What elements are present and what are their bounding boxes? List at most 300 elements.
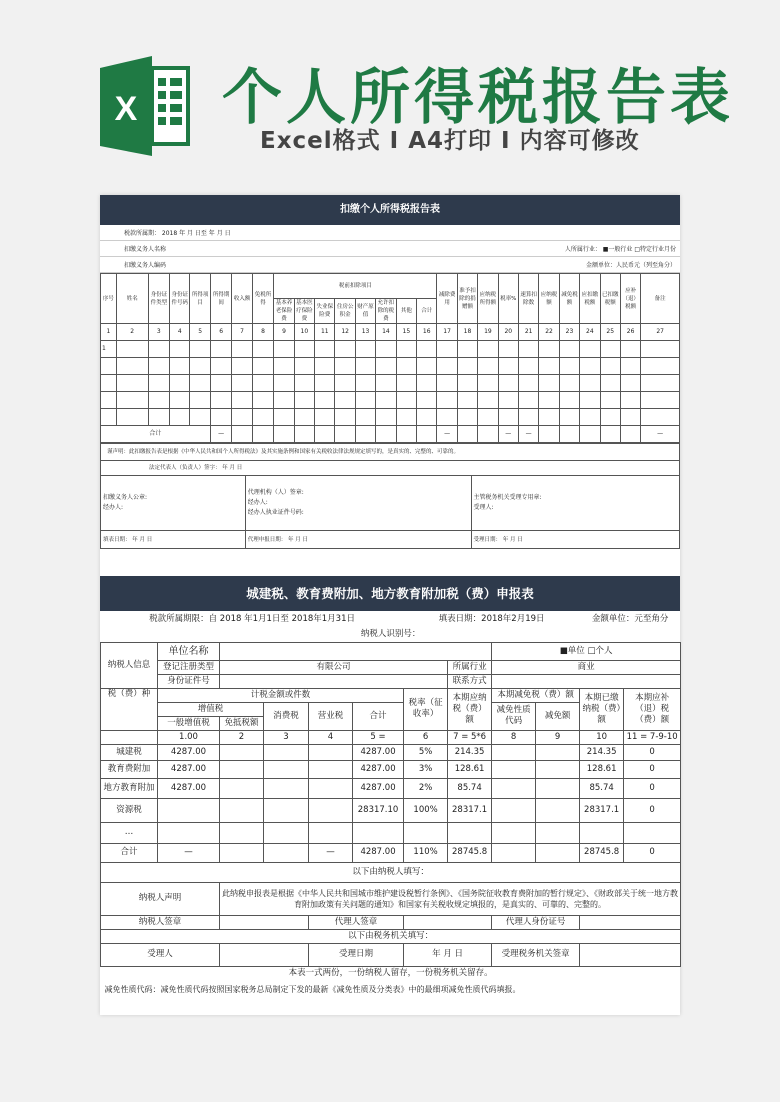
tax-cell[interactable] xyxy=(264,843,309,862)
table-cell[interactable] xyxy=(190,409,210,426)
table-cell[interactable] xyxy=(315,358,335,375)
tax-cell[interactable] xyxy=(264,778,309,798)
withholder-code-label: 扣缴义务人编码 xyxy=(124,262,167,269)
column-header: 身份证件号码 xyxy=(170,274,190,324)
table-cell[interactable] xyxy=(518,375,538,392)
column-number: 6 xyxy=(404,730,448,744)
table-cell[interactable] xyxy=(294,409,314,426)
h-consumption: 消费税 xyxy=(264,702,309,730)
declare-text: 此纳税申报表是根据《中华人民共和国城市维护建设税暂行条例》、《国务院征收教育费附加的暂行规定》、《财政部关于统一地方教育附加政策有关问题的通知》和国家有关税收规定填报的，是真实的、可靠的、完整的。 xyxy=(220,882,681,915)
table-cell[interactable] xyxy=(170,358,190,375)
table-cell[interactable] xyxy=(478,358,498,375)
h-paid: 本期已缴纳税（费）额 xyxy=(580,688,624,730)
column-number: 27 xyxy=(641,324,680,341)
tax-cell[interactable]: 4287.00 xyxy=(158,778,220,798)
table-cell[interactable] xyxy=(498,409,518,426)
table-cell[interactable] xyxy=(396,358,416,375)
table-cell[interactable] xyxy=(101,375,117,392)
tax-cell[interactable] xyxy=(536,744,580,760)
h-base: 计税金额或件数 xyxy=(158,688,404,702)
contact-label: 联系方式 xyxy=(448,674,492,688)
tax-cell[interactable]: 128.61 xyxy=(448,760,492,778)
table-cell[interactable] xyxy=(315,409,335,426)
table-cell[interactable] xyxy=(498,358,518,375)
total-cell xyxy=(559,426,579,443)
column-number: 11 = 7-9-10 xyxy=(624,730,681,744)
table-cell[interactable] xyxy=(559,358,579,375)
table-cell[interactable] xyxy=(437,409,457,426)
table-cell[interactable] xyxy=(396,341,416,358)
column-number: 10 xyxy=(294,324,314,341)
table-cell[interactable] xyxy=(457,375,477,392)
table-cell[interactable] xyxy=(274,375,294,392)
column-number xyxy=(101,730,158,744)
table-cell[interactable] xyxy=(210,409,232,426)
tax-cell[interactable]: 100% xyxy=(404,798,448,822)
tax-cell[interactable] xyxy=(264,822,309,843)
table-row xyxy=(101,409,680,426)
column-number: 19 xyxy=(478,324,498,341)
table-cell[interactable] xyxy=(252,358,274,375)
table-cell[interactable] xyxy=(580,341,600,358)
tax-cell[interactable]: 28317.1 xyxy=(580,798,624,822)
table-cell[interactable] xyxy=(315,341,335,358)
receive-date-value: 年 月 日 xyxy=(404,943,492,966)
tax-cell[interactable]: 214.35 xyxy=(580,744,624,760)
table-row xyxy=(101,358,680,375)
column-header: 基本养老保险费 xyxy=(275,300,293,322)
column-number: 23 xyxy=(559,324,579,341)
column-number: 14 xyxy=(376,324,396,341)
office-seal-value[interactable] xyxy=(580,943,681,966)
table-cell[interactable] xyxy=(294,358,314,375)
table-cell[interactable] xyxy=(274,358,294,375)
table-cell[interactable] xyxy=(335,375,355,392)
taxpayer-type-choice[interactable]: ■单位 □个人 xyxy=(492,642,681,660)
table-cell[interactable] xyxy=(417,392,437,409)
table-cell[interactable] xyxy=(457,358,477,375)
table-cell[interactable] xyxy=(190,375,210,392)
column-number: 3 xyxy=(264,730,309,744)
tax-cell[interactable] xyxy=(624,822,681,843)
tax-cell[interactable] xyxy=(353,822,404,843)
h-vat: 增值税 xyxy=(158,702,264,716)
table-cell[interactable] xyxy=(437,341,457,358)
tax-cell[interactable]: 3% xyxy=(404,760,448,778)
total-cell xyxy=(355,426,375,443)
tax-cell[interactable] xyxy=(309,822,353,843)
table-cell[interactable] xyxy=(170,341,190,358)
column-header: 免税所得 xyxy=(252,274,274,324)
table-cell[interactable] xyxy=(580,375,600,392)
column-header: 序号 xyxy=(101,274,117,324)
tax-cell[interactable] xyxy=(536,760,580,778)
column-number: 15 xyxy=(396,324,416,341)
table-cell[interactable] xyxy=(116,358,148,375)
column-number: 1 xyxy=(101,324,117,341)
column-number: 25 xyxy=(600,324,620,341)
table-cell[interactable] xyxy=(376,358,396,375)
total-cell xyxy=(539,426,559,443)
withholder-name-label: 扣缴义务人名称 xyxy=(124,246,167,253)
tax-cell[interactable] xyxy=(492,822,536,843)
table-cell[interactable] xyxy=(294,392,314,409)
table-cell[interactable] xyxy=(396,392,416,409)
table-cell[interactable] xyxy=(478,375,498,392)
table-cell[interactable] xyxy=(315,375,335,392)
table-cell[interactable]: 1 xyxy=(101,341,117,358)
table-cell[interactable] xyxy=(355,409,375,426)
table-cell[interactable] xyxy=(620,375,640,392)
tax-cell[interactable]: 28317.1 xyxy=(448,798,492,822)
tax-cell[interactable]: 4287.00 xyxy=(353,778,404,798)
column-number: 5 xyxy=(190,324,210,341)
table-cell[interactable] xyxy=(355,341,375,358)
tax-cell[interactable] xyxy=(536,843,580,862)
table-cell[interactable] xyxy=(600,392,620,409)
tax-cell[interactable]: 85.74 xyxy=(448,778,492,798)
table-cell[interactable] xyxy=(620,409,640,426)
group-header: 税前扣除项目 xyxy=(274,274,437,299)
table-cell[interactable] xyxy=(518,409,538,426)
tax-name: 教育费附加 xyxy=(101,760,158,778)
table-cell[interactable] xyxy=(417,341,437,358)
taxpayer-id-label: 纳税人识别号： xyxy=(360,629,421,640)
column-number: 11 xyxy=(315,324,335,341)
agent-seal-value[interactable] xyxy=(404,915,492,929)
table-cell[interactable] xyxy=(210,358,232,375)
period-text: 税款所属期： 2018 年 月 日至 年 月 日 xyxy=(124,230,231,237)
table-cell[interactable] xyxy=(116,375,148,392)
tax-cell[interactable] xyxy=(158,798,220,822)
table-cell[interactable] xyxy=(600,358,620,375)
table-cell[interactable] xyxy=(116,409,148,426)
table-cell[interactable] xyxy=(355,375,375,392)
total-cell: — xyxy=(437,426,457,443)
table-cell[interactable] xyxy=(170,409,190,426)
table-row xyxy=(101,375,680,392)
table-cell[interactable] xyxy=(457,409,477,426)
tax-cell[interactable]: — xyxy=(309,843,353,862)
table-row xyxy=(101,392,680,409)
table-cell[interactable] xyxy=(437,392,457,409)
by-taxpayer-label: 以下由纳税人填写： xyxy=(101,862,681,882)
table-cell[interactable] xyxy=(641,375,680,392)
table-cell[interactable] xyxy=(232,341,252,358)
table-cell[interactable] xyxy=(294,375,314,392)
unit-name-label: 单位名称 xyxy=(158,642,220,660)
industry-label: 所属行业 xyxy=(448,660,492,674)
tax-cell[interactable] xyxy=(220,760,264,778)
table-cell[interactable] xyxy=(355,392,375,409)
table-cell[interactable] xyxy=(101,392,117,409)
tax-cell[interactable] xyxy=(309,744,353,760)
tax-cell[interactable]: 110% xyxy=(404,843,448,862)
table-cell[interactable] xyxy=(417,409,437,426)
table-cell[interactable] xyxy=(116,341,148,358)
tax-cell[interactable]: 0 xyxy=(624,744,681,760)
table-cell[interactable] xyxy=(457,392,477,409)
table-cell[interactable] xyxy=(559,341,579,358)
reg-type-value: 有限公司 xyxy=(220,660,448,674)
table-cell[interactable] xyxy=(190,341,210,358)
note-copies: 本表一式两份，一份纳税人留存，一份税务机关留存。 xyxy=(288,968,493,979)
tax-cell[interactable]: 4287.00 xyxy=(353,744,404,760)
table-cell[interactable] xyxy=(335,392,355,409)
table-cell[interactable] xyxy=(437,375,457,392)
receive-date-label: 受理日期 xyxy=(309,943,404,966)
table-cell[interactable] xyxy=(232,409,252,426)
table-cell[interactable] xyxy=(274,409,294,426)
tax-cell[interactable] xyxy=(448,822,492,843)
tax-cell[interactable]: 4287.00 xyxy=(158,760,220,778)
h-business: 营业税 xyxy=(309,702,353,730)
table-cell[interactable] xyxy=(101,358,117,375)
total-cell xyxy=(315,426,335,443)
table-cell[interactable] xyxy=(641,358,680,375)
form1-withholder-code xyxy=(100,257,680,273)
table-cell[interactable] xyxy=(148,392,170,409)
table-cell[interactable] xyxy=(252,375,274,392)
table-cell[interactable] xyxy=(478,409,498,426)
table-cell[interactable] xyxy=(116,392,148,409)
tax-cell[interactable] xyxy=(580,822,624,843)
column-header: 已扣缴税额 xyxy=(600,274,620,324)
table-cell[interactable] xyxy=(498,375,518,392)
tax-cell[interactable]: 2% xyxy=(404,778,448,798)
tax-cell[interactable]: 85.74 xyxy=(580,778,624,798)
column-header: 速算扣除数 xyxy=(518,274,538,324)
total-cell xyxy=(232,426,252,443)
table-cell[interactable] xyxy=(335,409,355,426)
contact-value[interactable] xyxy=(492,674,681,688)
tax-cell[interactable] xyxy=(492,798,536,822)
tax-cell[interactable] xyxy=(492,778,536,798)
tax-cell[interactable] xyxy=(492,843,536,862)
table-cell[interactable] xyxy=(335,341,355,358)
tax-cell[interactable] xyxy=(536,798,580,822)
tax-cell[interactable]: 28745.8 xyxy=(580,843,624,862)
table-cell[interactable] xyxy=(539,409,559,426)
id-no-label: 身份证件号 xyxy=(158,674,220,688)
table-cell[interactable] xyxy=(641,392,680,409)
table-cell[interactable] xyxy=(232,375,252,392)
table-cell[interactable] xyxy=(396,409,416,426)
table-cell[interactable] xyxy=(376,375,396,392)
tax-cell[interactable] xyxy=(264,744,309,760)
agent-id-value[interactable] xyxy=(580,915,681,929)
table-cell[interactable] xyxy=(580,358,600,375)
column-header: 允许扣除的税费 xyxy=(377,300,395,322)
table-cell[interactable] xyxy=(539,341,559,358)
tax-cell[interactable] xyxy=(264,760,309,778)
table-cell[interactable] xyxy=(620,392,640,409)
table-cell[interactable] xyxy=(190,358,210,375)
tax-cell[interactable]: 0 xyxy=(624,843,681,862)
column-number: 7 xyxy=(232,324,252,341)
table-cell[interactable] xyxy=(600,341,620,358)
taxpayer-info-label: 纳税人信息 xyxy=(101,642,158,688)
legal-rep-sign: 法定代表人（负责人）签字： 年 月 日 xyxy=(101,461,680,476)
table-cell[interactable] xyxy=(457,341,477,358)
tax-cell[interactable] xyxy=(309,798,353,822)
h-payable: 本期应纳税（费）额 xyxy=(448,688,492,730)
tax-cell[interactable] xyxy=(264,798,309,822)
table-cell[interactable] xyxy=(620,341,640,358)
total-cell: — xyxy=(518,426,538,443)
total-row xyxy=(101,426,680,443)
table-cell[interactable] xyxy=(376,392,396,409)
column-number: 13 xyxy=(355,324,375,341)
total-cell xyxy=(396,426,416,443)
table-cell[interactable] xyxy=(396,375,416,392)
tax-cell[interactable] xyxy=(220,798,264,822)
tax-name: … xyxy=(101,822,158,843)
table-cell[interactable] xyxy=(478,392,498,409)
column-number: 7 = 5*6 xyxy=(448,730,492,744)
table-cell[interactable] xyxy=(539,392,559,409)
tax-cell[interactable]: 5% xyxy=(404,744,448,760)
table-cell[interactable] xyxy=(170,392,190,409)
agent-id-label: 代理人身份证号 xyxy=(492,915,580,929)
table-cell[interactable] xyxy=(641,409,680,426)
tax-cell[interactable] xyxy=(220,822,264,843)
table-cell[interactable] xyxy=(539,358,559,375)
sign-right: 主管税务机关受理专用章: 受理人: xyxy=(471,476,679,531)
table-cell[interactable] xyxy=(210,341,232,358)
table-cell[interactable] xyxy=(148,341,170,358)
column-header: 应补（退）税额 xyxy=(620,274,640,324)
tax-cell[interactable]: 4287.00 xyxy=(353,843,404,862)
table-cell[interactable] xyxy=(518,392,538,409)
h-sum: 合计 xyxy=(353,702,404,730)
banner-subtitle: Excel格式 I A4打印 I 内容可修改 xyxy=(260,128,640,154)
id-no-value[interactable] xyxy=(220,674,448,688)
table-cell[interactable] xyxy=(252,392,274,409)
tax-cell[interactable]: — xyxy=(158,843,220,862)
taxpayer-seal-value[interactable] xyxy=(220,915,309,929)
total-cell xyxy=(376,426,396,443)
table-cell[interactable] xyxy=(274,341,294,358)
tax-cell[interactable]: 4287.00 xyxy=(353,760,404,778)
table-cell[interactable] xyxy=(355,358,375,375)
tax-cell[interactable]: 128.61 xyxy=(580,760,624,778)
svg-text:X: X xyxy=(114,90,138,128)
table-cell[interactable] xyxy=(148,409,170,426)
table-cell[interactable] xyxy=(580,392,600,409)
table-cell[interactable] xyxy=(559,375,579,392)
table-cell[interactable] xyxy=(252,341,274,358)
tax-cell[interactable]: 28745.8 xyxy=(448,843,492,862)
table-cell[interactable] xyxy=(580,409,600,426)
table-cell[interactable] xyxy=(417,375,437,392)
tax-cell[interactable]: 0 xyxy=(624,778,681,798)
column-number: 2 xyxy=(116,324,148,341)
tax-cell[interactable] xyxy=(492,744,536,760)
tax-cell[interactable] xyxy=(158,822,220,843)
table-cell[interactable] xyxy=(210,375,232,392)
h-vat-general: 一般增值税 xyxy=(158,716,220,730)
table-cell[interactable] xyxy=(274,392,294,409)
receiver-value[interactable] xyxy=(220,943,309,966)
tax-cell[interactable]: 0 xyxy=(624,760,681,778)
sign-mid: 代理机构（人）签章: 经办人: 经办人执业证件号码: xyxy=(245,476,471,531)
total-cell xyxy=(252,426,274,443)
tax-cell[interactable] xyxy=(536,822,580,843)
tax-cell[interactable]: 214.35 xyxy=(448,744,492,760)
tax-cell[interactable] xyxy=(404,822,448,843)
table-cell[interactable] xyxy=(600,375,620,392)
table-cell[interactable] xyxy=(210,392,232,409)
column-number: 8 xyxy=(252,324,274,341)
table-cell[interactable] xyxy=(232,392,252,409)
h-rate: 税率（征收率） xyxy=(404,688,448,730)
h-relief-code: 减免性质代码 xyxy=(492,702,536,730)
table-cell[interactable] xyxy=(148,358,170,375)
table-cell[interactable] xyxy=(437,358,457,375)
tax-cell[interactable] xyxy=(220,778,264,798)
table-cell[interactable] xyxy=(335,358,355,375)
tax-cell[interactable]: 28317.10 xyxy=(353,798,404,822)
h-relief: 本期减免税（费）额 xyxy=(492,688,580,702)
column-number: 9 xyxy=(536,730,580,744)
tax-cell[interactable] xyxy=(220,843,264,862)
table-cell[interactable] xyxy=(641,341,680,358)
tax-cell[interactable] xyxy=(309,760,353,778)
unit-name-value[interactable] xyxy=(220,642,492,660)
table-cell[interactable] xyxy=(376,341,396,358)
table-cell[interactable] xyxy=(148,375,170,392)
table-cell[interactable] xyxy=(559,409,579,426)
column-number: 18 xyxy=(457,324,477,341)
table-cell[interactable] xyxy=(559,392,579,409)
table-cell[interactable] xyxy=(539,375,559,392)
total-cell xyxy=(274,426,294,443)
column-header: 减除费用 xyxy=(437,274,457,324)
column-header: 应纳税所得额 xyxy=(478,274,498,324)
total-cell: — xyxy=(498,426,518,443)
tax-cell[interactable] xyxy=(309,778,353,798)
table-cell[interactable] xyxy=(518,358,538,375)
table-cell[interactable] xyxy=(101,409,117,426)
table-cell[interactable] xyxy=(252,409,274,426)
table-cell[interactable] xyxy=(376,409,396,426)
column-number: 9 xyxy=(274,324,294,341)
table-cell[interactable] xyxy=(478,341,498,358)
tax-cell[interactable] xyxy=(492,760,536,778)
table-cell[interactable] xyxy=(170,375,190,392)
column-number: 4 xyxy=(170,324,190,341)
table-cell[interactable] xyxy=(620,358,640,375)
tax-cell[interactable] xyxy=(220,744,264,760)
tax-row xyxy=(101,822,681,843)
table-cell[interactable] xyxy=(417,358,437,375)
column-number: 12 xyxy=(335,324,355,341)
table-cell[interactable] xyxy=(498,392,518,409)
table-cell[interactable] xyxy=(600,409,620,426)
tax-cell[interactable] xyxy=(536,778,580,798)
tax-cell[interactable]: 0 xyxy=(624,798,681,822)
column-header: 财产原值 xyxy=(355,299,375,324)
table-cell[interactable] xyxy=(498,341,518,358)
table-cell[interactable] xyxy=(232,358,252,375)
table-cell[interactable] xyxy=(518,341,538,358)
table-cell[interactable] xyxy=(315,392,335,409)
table-cell[interactable] xyxy=(190,392,210,409)
column-number: 24 xyxy=(580,324,600,341)
tax-cell[interactable]: 4287.00 xyxy=(158,744,220,760)
table-cell[interactable] xyxy=(294,341,314,358)
